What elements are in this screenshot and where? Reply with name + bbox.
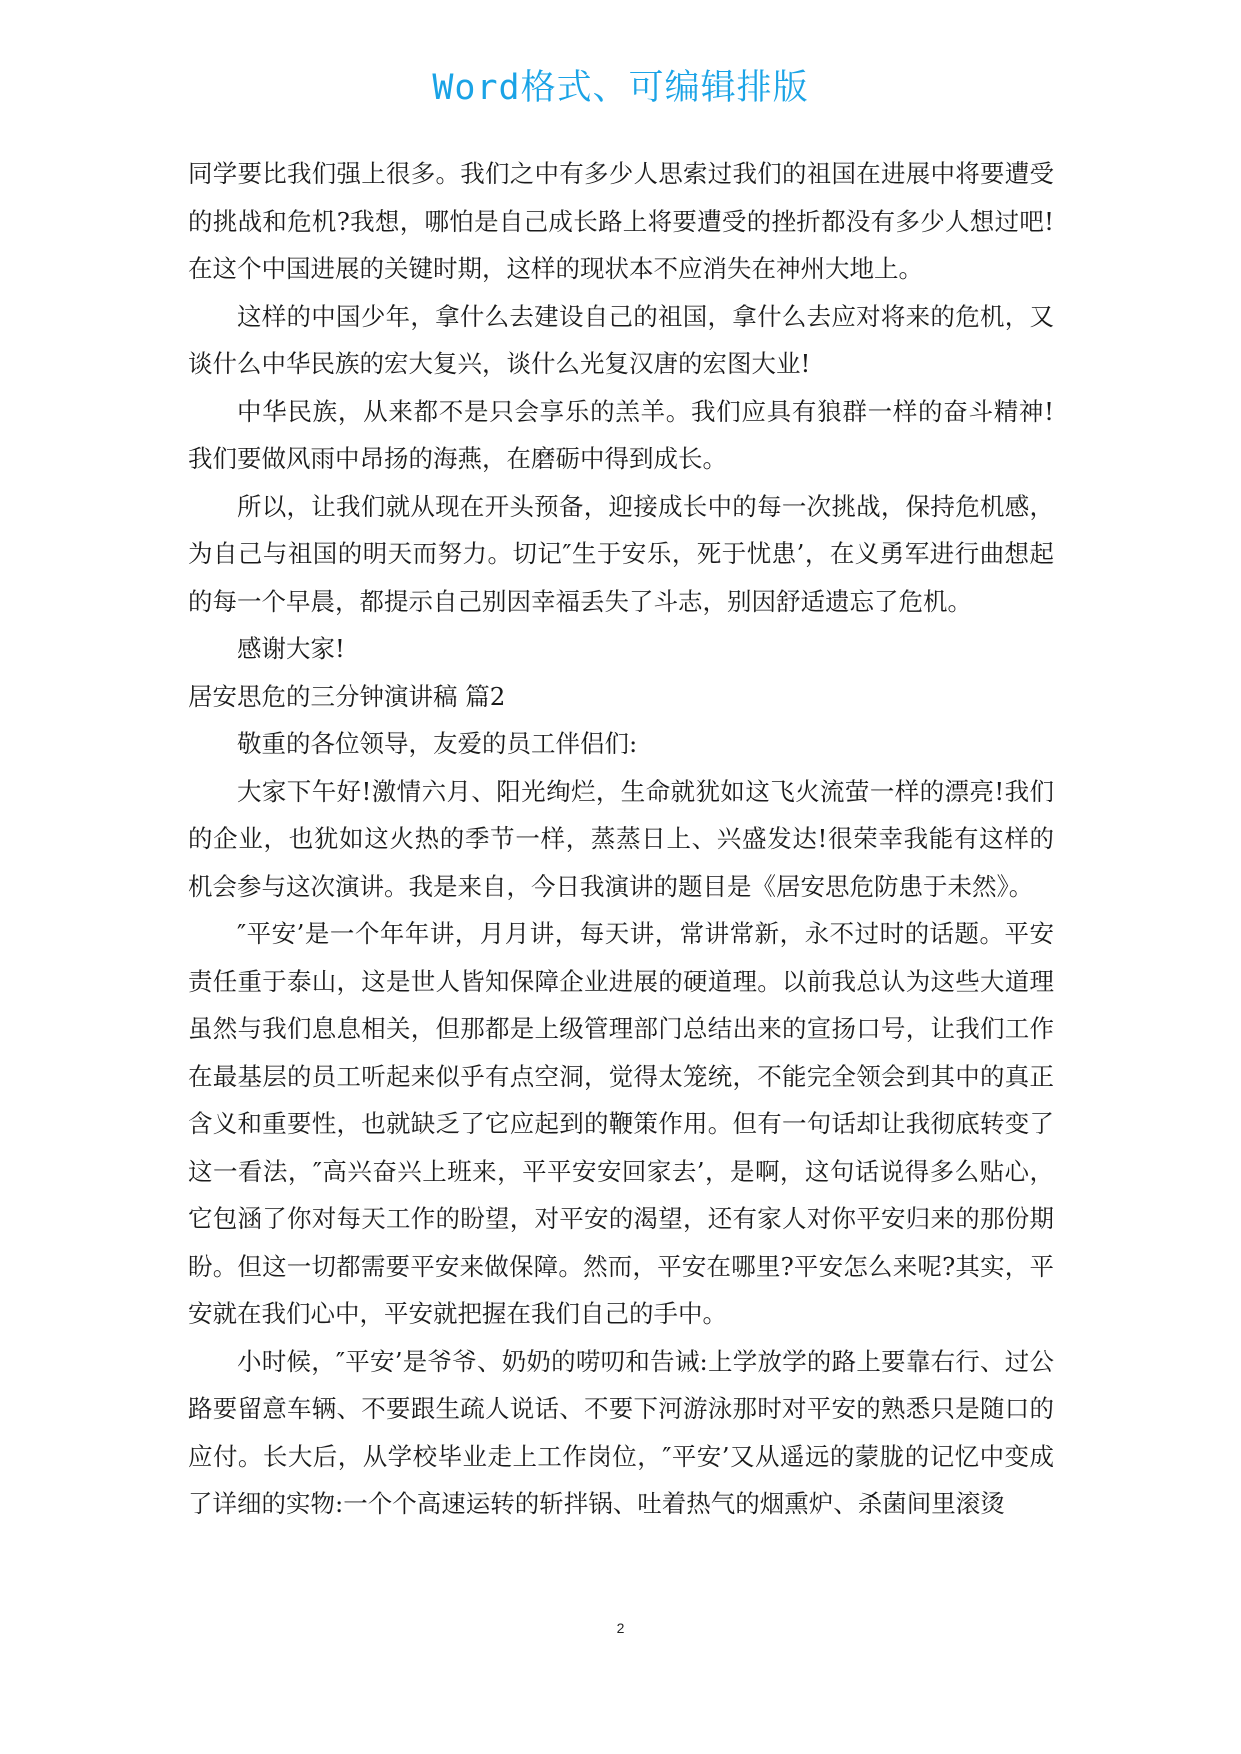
paragraph: 大家下午好!激情六月、阳光绚烂，生命就犹如这飞火流萤一样的漂亮!我们的企业，也犹如这火热的季节一样，蒸蒸日上、兴盛发达!很荣幸我能有这样的机会参与这次演讲。我是来自，今日我演讲的题目是《居安思危防患于未然》。 — [188, 776, 1054, 901]
section-heading: 居安思危的三分钟演讲稿 篇2 — [188, 681, 506, 711]
salutation: 敬重的各位领导，友爱的员工伴侣们: — [237, 729, 638, 758]
paragraph: 所以，让我们就从现在开头预备，迎接成长中的每一次挑战，保持危机感，为自己与祖国的明天而努力。切记″生于安乐，死于忧患’，在义勇军进行曲想起的每一个早晨，都提示自己别因幸福丢失了斗志，别因舒适遗忘了危机。 — [188, 491, 1054, 616]
paragraph: 这样的中国少年，拿什么去建设自己的祖国，拿什么去应对将来的危机，又谈什么中华民族的宏大复兴，谈什么光复汉唐的宏图大业! — [188, 301, 1054, 378]
paragraph: 小时候，″平安’是爷爷、奶奶的唠叨和告诫:上学放学的路上要靠右行、过公路要留意车辆、不要跟生疏人说话、不要下河游泳那时对平安的熟悉只是随口的应付。长大后，从学校毕业走上工作岗位，″平安’又从遥远的蒙胧的记忆中变成了详细的实物:一个个高速运转的斩拌锅、吐着热气的烟熏炉、杀菌间里滚烫 — [188, 1346, 1054, 1518]
page-number: 2 — [616, 1620, 625, 1636]
document-body — [188, 150, 1054, 1528]
paragraph: 同学要比我们强上很多。我们之中有多少人思索过我们的祖国在进展中将要遭受的挑战和危机?我想，哪怕是自己成长路上将要遭受的挫折都没有多少人想过吧!在这个中国进展的关键时期，这样的现状本不应消失在神州大地上。 — [188, 159, 1054, 283]
header-title: Word格式、可编辑排版 — [432, 68, 809, 108]
paragraph: 中华民族，从来都不是只会享乐的羔羊。我们应具有狼群一样的奋斗精神!我们要做风雨中昂扬的海燕，在磨砺中得到成长。 — [188, 396, 1054, 473]
paragraph: 感谢大家! — [237, 634, 345, 663]
paragraph: ″平安’是一个年年讲，月月讲，每天讲，常讲常新，永不过时的话题。平安责任重于泰山，这是世人皆知保障企业进展的硬道理。以前我总认为这些大道理虽然与我们息息相关，但那都是上级管理部门总结出来的宣扬口号，让我们工作在最基层的员工听起来似乎有点空洞，觉得太笼统，不能完全领会到其中的真正含义和重要性，也就缺乏了它应起到的鞭策作用。但有一句话却让我彻底转变了这一看法，″高兴奋兴上班来，平平安安回家去’，是啊，这句话说得多么贴心，它包涵了你对每天工作的盼望，对平安的渴望，还有家人对你平安归来的那份期盼。但这一切都需要平安来做保障。然而，平安在哪里?平安怎么来呢?其实，平安就在我们心中，平安就把握在我们自己的手中。 — [188, 919, 1054, 1328]
